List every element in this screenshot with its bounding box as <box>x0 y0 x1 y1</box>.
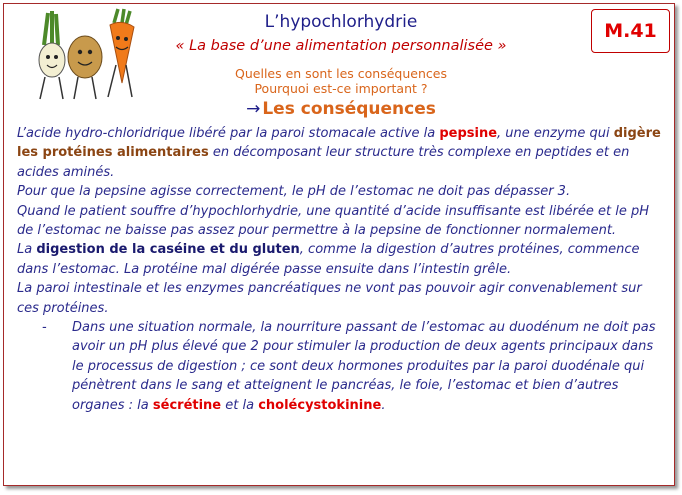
paragraph-casein-gluten <box>17 240 665 279</box>
text-run: L’acide hydro-chloridrique libéré par la paroi stomacale active la <box>17 126 440 141</box>
bullet-dash: - <box>42 320 47 336</box>
question-line-1: Quelles en sont les conséquences <box>235 66 447 81</box>
keyword-cholecystokinine: cholécystokinine <box>258 397 382 413</box>
text-run: La <box>17 242 37 258</box>
text-run: . <box>381 397 386 413</box>
text-run: , comme la digestion d’autres protéines, commence dans l’estomac. La protéine mal digérée passe ensuite dans l’intestin grêle. <box>17 242 640 277</box>
paragraph-hypochlorhydria: Quand le patient souffre d’hypochlorhydrie, une quantité d’acide insuffisante est libérée et le pH de l’estomac ne baisse pas assez pour permettre à la pepsine de fonctionner normalement. <box>17 203 649 239</box>
keyword-protein-digestion: digère les protéines alimentaires <box>17 126 661 161</box>
text-run: Dans une situation normale, la nourriture passant de l’estomac au duodénum ne doit pas avoir un pH plus élevé que 2 pour stimuler la production de deux agents principaux dans le processus de digestion ; ce sont deux hormones produites par la paroi duodénale qui pénètrent dans le sang et atteignent le pancréas, le foie, l’estomac et bien d’autres organes : la <box>72 320 656 413</box>
keyword-secretine: sécrétine <box>152 397 222 413</box>
text-run: en décomposant leur structure très complexe en peptides et en acides aminés. <box>17 145 630 180</box>
bullet-text <box>72 318 665 415</box>
keyword-casein-gluten: digestion de la caséine et du gluten <box>36 242 300 258</box>
paragraph-intestinal-wall: La paroi intestinale et les enzymes pancréatiques ne vont pas pouvoir agir convenablement sur ces protéines. <box>17 281 642 316</box>
document-title: L’hypochlorhydrie <box>264 12 418 32</box>
section-heading <box>0 99 682 119</box>
text-run: et la <box>221 397 259 413</box>
arrow-right-icon: → <box>246 99 261 119</box>
document-body <box>17 124 665 415</box>
paragraph-pepsine <box>17 124 665 182</box>
text-run: , une enzyme qui <box>497 126 614 141</box>
keyword-pepsine: pepsine <box>439 126 498 141</box>
question-line-2: Pourquoi est-ce important ? <box>254 81 428 96</box>
paragraph-ph: Pour que la pepsine agisse correctement, le pH de l’estomac ne doit pas dépasser 3. <box>17 184 571 200</box>
document-subtitle: « La base d’une alimentation personnalisée » <box>175 38 507 54</box>
page-code-badge: M.41 <box>591 9 670 53</box>
section-heading-label: Les conséquences <box>262 99 436 119</box>
bullet-item <box>17 318 665 415</box>
